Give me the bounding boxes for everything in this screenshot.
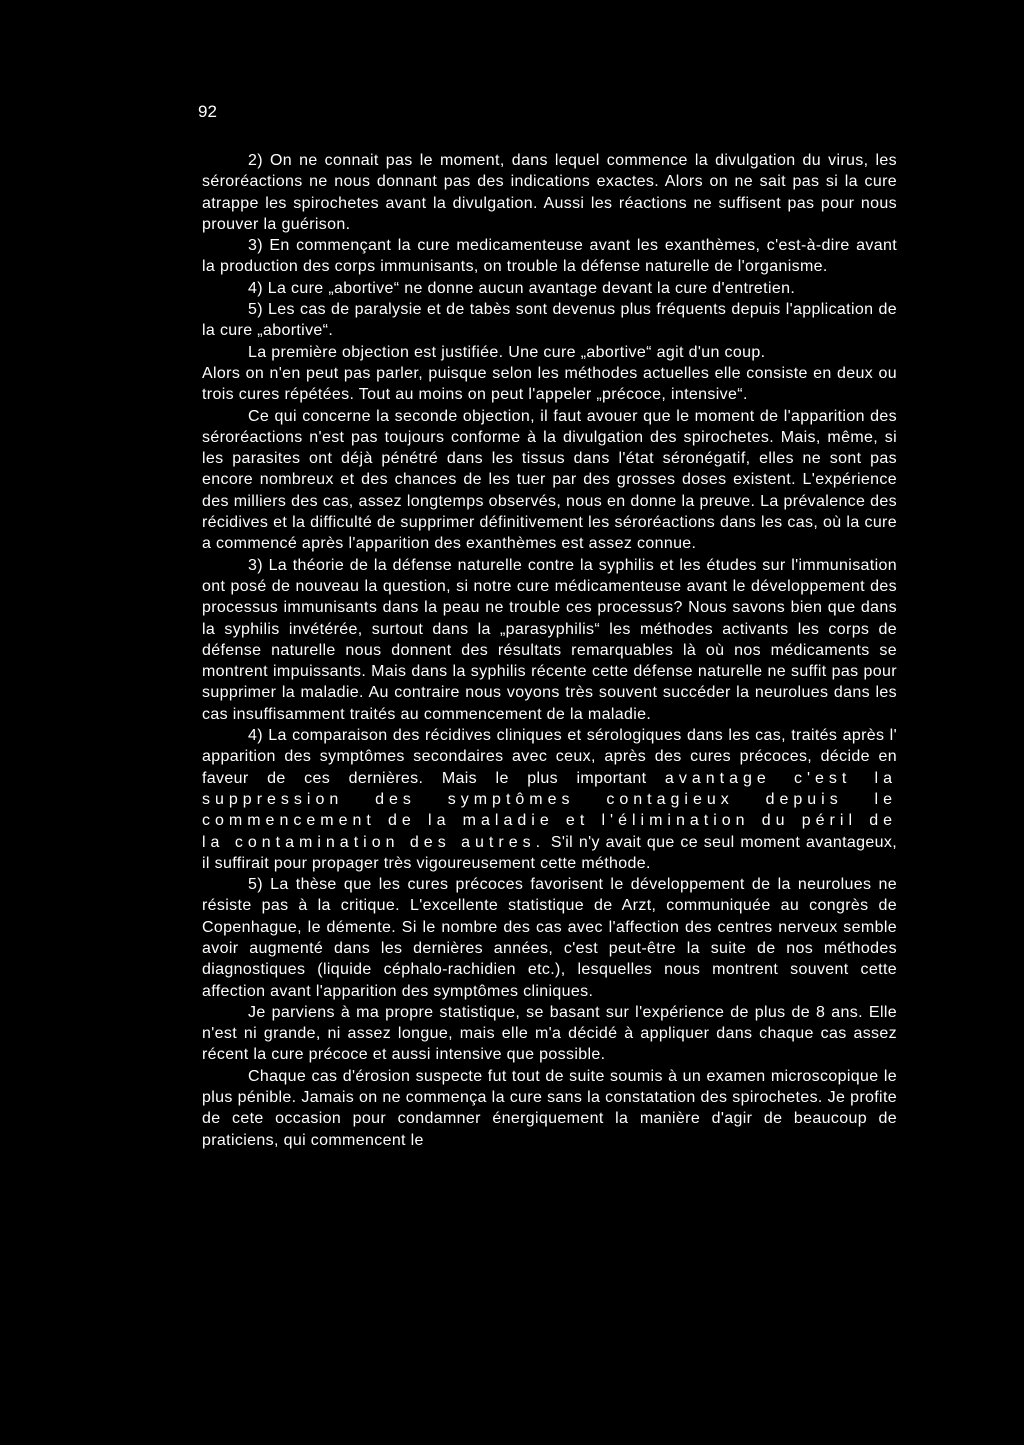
- paragraph-statistics: Je parviens à ma propre statistique, se basant sur l'expérience de plus de 8 ans. Elle n'est ni grande, ni assez longue, mais elle m'a décidé à appliquer dans chaque cas assez récent la cure précoce et aussi intensive que possible.: [202, 1003, 897, 1064]
- page-number: 92: [198, 102, 217, 121]
- paragraph-reply-first: La première objection est justifiée. Une cure „abortive“ agit d'un coup.: [248, 343, 766, 361]
- paragraph-reply-fifth: 5) La thèse que les cures précoces favorisent le développement de la neurolues ne résiste pas à la critique. L'excellente statistique de Arzt, communiquée au congrès de Copenhague, le démente. Si le nombre des cas avec l'affection des centres nerveux semble avoir augmenté dans les dernières années, c'est peut-être la suite de nos méthodes diagnostiques (liquide céphalo-rachidien etc.), lesquelles nous montrent souvent cette affection avant l'apparition des symptômes cliniques.: [202, 876, 897, 1000]
- paragraph-reply-third: 3) La théorie de la défense naturelle contre la syphilis et les études sur l'immunisation ont posé de nouveau la question, si notre cure médicamenteuse avant le développement des processus immunisants dans la peau ne trouble ces processus? Nous savons bien que dans la syphilis invétérée, surtout dans la „parasyphilis“ les méthodes activants les corps de défense naturelle nous donnent des résultats remarquables là où nos médicaments se montrent impuissants. Mais dans la syphilis récente cette défense naturelle ne suffit pas pour supprimer la maladie. Au contraire nous voyons très souvent succéder la neurolues dans les cas insuffisamment traités au commencement de la maladie.: [202, 556, 897, 723]
- paragraph-objection-5: 5) Les cas de paralysie et de tabès sont devenus plus fréquents depuis l'application de la cure „abortive“.: [202, 301, 897, 340]
- paragraph-reply-second: Ce qui concerne la seconde objection, il faut avouer que le moment de l'apparition des séroréactions n'est pas toujours conforme à la divulgation des spirochetes. Mais, même, si les parasites ont déjà pénétré dans les tissus dans l'état séronégatif, elles ne sont pas encore nombreux et des chances de les tuer par des grosses doses existent. L'expérience des milliers des cas, assez longtemps observés, nous en donne la preuve. La prévalence des récidives et la difficulté de supprimer définitivement les séroréactions dans les cas, où la cure a commencé après l'apparition des exanthèmes est assez connue.: [202, 407, 897, 553]
- document-body: [202, 150, 897, 1151]
- paragraph-erosion: Chaque cas d'érosion suspecte fut tout de suite soumis à un examen microscopique le plus pénible. Jamais on ne commença la cure sans la constatation des spirochetes. Je profite de cete occasion pour condamner énergiquement la manière d'agir de beaucoup de praticiens, qui commencent le: [202, 1067, 897, 1149]
- paragraph-reply-fourth: [202, 725, 897, 874]
- reply-fourth-emphasis: avantage c'est la suppression des symptômes contagieux depuis le commencement de la maladie et l'élimination du péril de la contamination des autres.: [202, 769, 897, 851]
- paragraph-objection-4: 4) La cure „abortive“ ne donne aucun avantage devant la cure d'entretien.: [248, 279, 796, 297]
- paragraph-objection-3: 3) En commençant la cure medicamenteuse avant les exanthèmes, c'est-à-dire avant la production des corps immunisants, on trouble la défense naturelle de l'organisme.: [202, 237, 897, 276]
- paragraph-objection-2: 2) On ne connait pas le moment, dans lequel commence la divulgation du virus, les séroréactions ne nous donnant pas des indications exactes. Alors on ne sait pas si la cure atrappe les spirochetes avant la divulgation. Aussi les réactions ne suffisent pas pour nous prouver la guérison.: [202, 152, 897, 233]
- reply-fourth-lead: 4) La comparaison des récidives cliniques et sérologiques dans les cas, traités après l' apparition des symptômes secondaires avec ceux, après des cures précoces, décide en faveur de ces dernières. Mais le plus important: [202, 727, 897, 787]
- reply-fourth-tail: S'il n'y avait que ce seul moment avantageux, il suffirait pour propager très vigoureusement cette méthode.: [202, 833, 898, 872]
- paragraph-reply-first-cont: Alors on n'en peut pas parler, puisque selon les méthodes actuelles elle consiste en deux ou trois cures répétées. Tout au moins on peut l'appeler „précoce, intensive“.: [202, 364, 897, 404]
